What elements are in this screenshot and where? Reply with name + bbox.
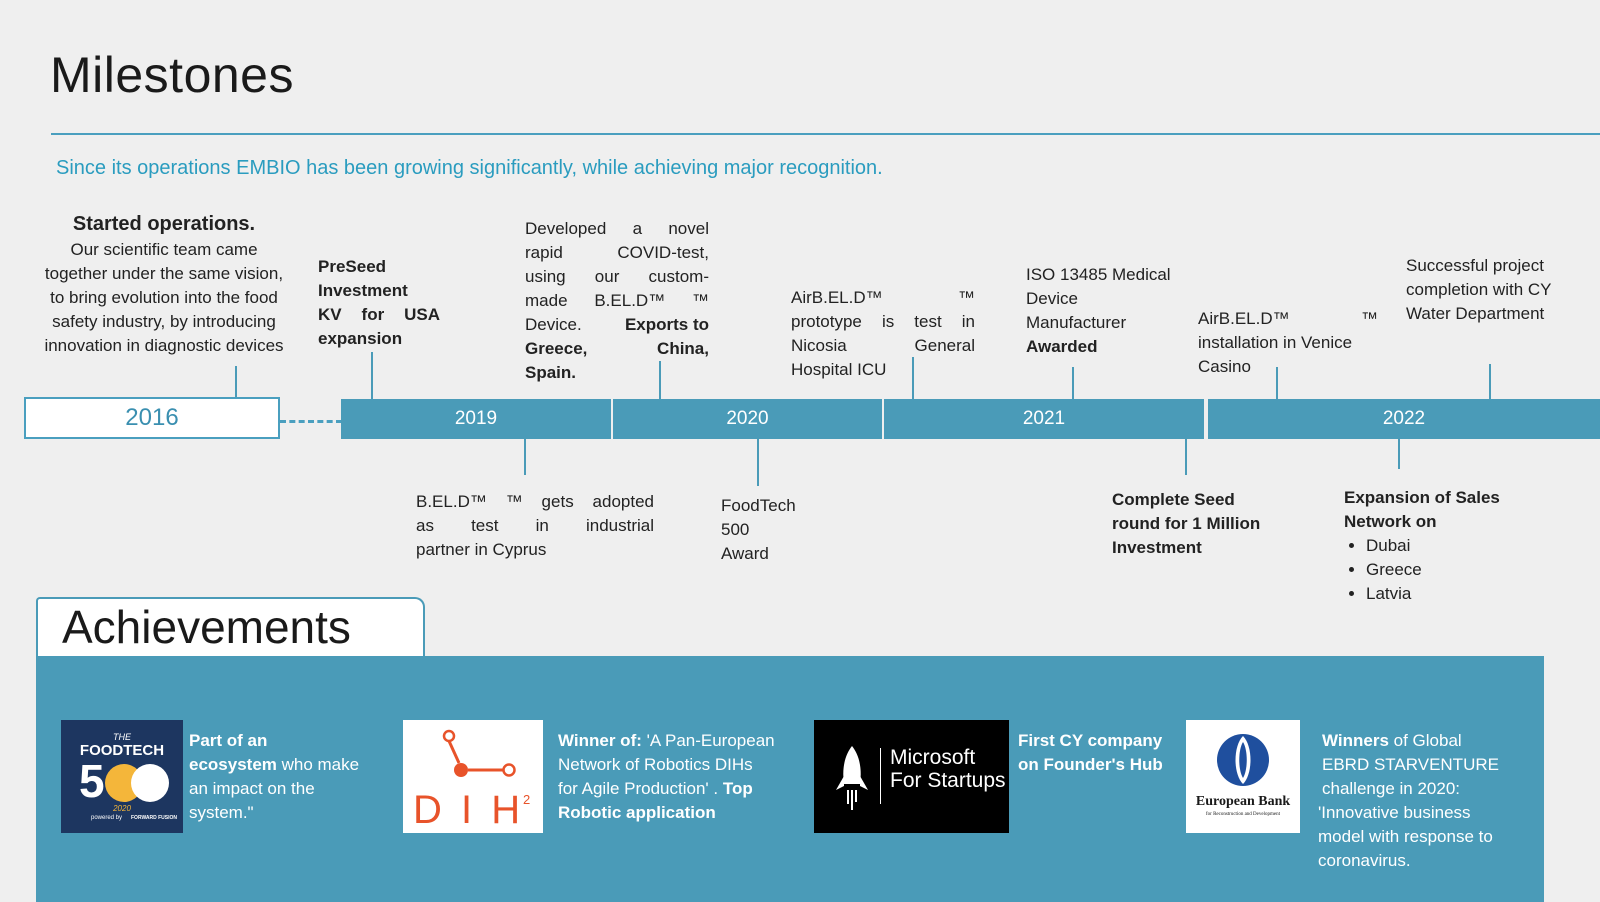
achievement-text: EBRD STARVENTURE [1322,755,1499,774]
event-line: rapid COVID-test, [525,243,709,262]
event-line: Device. [525,315,582,334]
microsoft-for-startups-logo [814,720,1009,833]
logo-partner: FORWARD FUSION [131,815,178,821]
event-line: Expansion of Sales [1344,488,1500,507]
page-subtitle: Since its operations EMBIO has been growing significantly, while achieving major recognition. [56,157,883,179]
achievement-text: Network of Robotics DIHs [558,755,753,774]
event-line: AirB.EL.D™ ™ [791,288,975,307]
tick-iso [1072,367,1074,399]
expansion-list [1344,534,1544,606]
achievement-bold: Top [722,779,753,798]
event-line: AirB.EL.D™ ™ [1198,309,1378,328]
achievement-text: model with response to [1318,827,1493,846]
event-line: innovation in diagnostic devices [44,336,284,355]
tick-foodtech [757,439,759,486]
logo-line: Microsoft [890,746,976,769]
achievement-text: coronavirus. [1318,851,1411,870]
event-line: expansion [318,329,403,348]
logo-the: THE [113,732,131,742]
logo-five: 5 [79,755,105,807]
achievement-bold: ecosystem [189,755,277,774]
event-line: Our scientific team came [70,240,258,259]
ebrd-name: European Bank [1195,794,1291,809]
event-line: installation in Venice [1198,333,1353,352]
achievement-text: system." [189,803,254,822]
logo-line: For Startups [890,769,1006,792]
event-line: ISO 13485 Medical [1026,265,1171,284]
dih2-logo [403,720,543,833]
event-started-heading: Started operations. [72,213,256,235]
event-beld-adopted [416,490,654,562]
event-line: prototype is test in [791,312,975,331]
event-line: FoodTech [721,496,796,515]
achievement-text: an impact on the [189,779,315,798]
tick-seed [1185,439,1187,475]
achievement-text: who make [276,755,360,774]
achievement-foodtech [189,729,394,825]
event-line: Manufacturer [1026,313,1127,332]
logo-zero-white [131,764,169,802]
event-line: Award [721,544,769,563]
list-item: • Latvia [1366,582,1544,606]
event-line: Exports to [624,315,709,334]
achievement-text: for Agile Production' . [558,779,723,798]
achievements-title: Achievements [62,601,351,653]
achievement-bold: on Founder's Hub [1018,755,1163,774]
logo-foodtech: FOODTECH [79,742,165,759]
rocket-icon [820,720,880,833]
achievement-text: 'A Pan-European [641,731,775,750]
event-line: Awarded [1026,337,1098,356]
event-line: Casino [1198,357,1251,376]
year-2022-segment: 2022 [1208,399,1600,439]
event-line: 500 [721,520,750,539]
event-line: Successful project [1406,256,1544,275]
ebrd-emblem-icon [1186,720,1300,792]
logo-year: 2020 [113,804,131,813]
tick-beld [524,439,526,475]
event-line: Water Department [1406,304,1545,323]
event-started-operations [22,210,306,358]
year-2016-box: 2016 [24,397,280,439]
tick-expansion [1398,439,1400,469]
event-line: Investment [318,281,408,300]
event-line: safety industry, by introducing [52,312,276,331]
event-line: made B.EL.D™ ™ [525,291,709,310]
achievement-text: 'Innovative business [1318,803,1471,822]
event-line: B.EL.D™ ™ gets adopted [416,492,654,511]
achievement-bold: Part of an [189,731,268,750]
logo-powered: powered by [91,815,123,821]
year-2019-segment: 2019 [341,399,611,439]
logo-text [890,746,1006,792]
dih-superscript: 2 [523,792,531,807]
event-iso-13485 [1026,263,1196,359]
event-line: Developed a novel [525,219,709,238]
list-item: • Greece [1366,558,1544,582]
achievement-ebrd [1318,729,1538,873]
event-airbeld-prototype [791,286,975,382]
event-line: round for 1 Million [1112,514,1261,533]
event-line: Greece, China, [525,339,709,358]
event-line: Hospital ICU [791,360,887,379]
tick-started [235,366,237,397]
event-line: Investment [1112,538,1202,557]
event-line: Complete Seed [1112,490,1235,509]
event-venice-installation [1198,307,1378,379]
tick-cy-water [1489,364,1491,399]
timeline-gap-dash [280,420,342,423]
achievement-microsoft [1018,729,1188,777]
event-line-split [525,313,709,337]
page-title: Milestones [50,47,294,103]
year-2021-segment: 2021 [884,399,1204,439]
event-line: KV for USA [318,305,440,324]
achievement-dih2 [558,729,808,825]
event-sales-expansion [1344,486,1544,606]
event-preseed [318,255,440,351]
achievement-text: of Global [1388,731,1462,750]
event-line: Network on [1344,512,1437,531]
ebrd-logo [1186,720,1300,833]
list-item: • Dubai [1366,534,1544,558]
achievement-bold: First CY company [1018,731,1163,750]
event-foodtech-award [721,494,821,566]
achievement-text: challenge in 2020: [1322,779,1461,798]
event-line: partner in Cyprus [416,540,547,559]
event-line: Spain. [525,363,577,382]
logo-divider [880,748,881,804]
achievement-bold: Winners [1322,731,1389,750]
event-line: as test in industrial [416,516,654,535]
event-cy-water [1406,254,1600,326]
event-line: PreSeed [318,257,387,276]
event-line: completion with CY [1406,280,1552,299]
tick-preseed [371,352,373,399]
foodtech-500-logo [61,720,183,833]
achievement-bold: Winner of: [558,731,642,750]
event-line: Device [1026,289,1078,308]
event-covid-test [525,217,709,385]
event-line: Nicosia General [791,336,975,355]
event-line: together under the same vision, [44,264,284,283]
dih-letters: D I H [413,788,525,832]
event-line: using our custom- [525,267,709,286]
achievement-bold: Robotic application [558,803,716,822]
event-seed-round [1112,488,1292,560]
event-line: to bring evolution into the food [50,288,278,307]
title-divider [51,133,1600,135]
ebrd-subname: for Reconstruction and Development [1205,812,1280,817]
year-2020-segment: 2020 [613,399,882,439]
